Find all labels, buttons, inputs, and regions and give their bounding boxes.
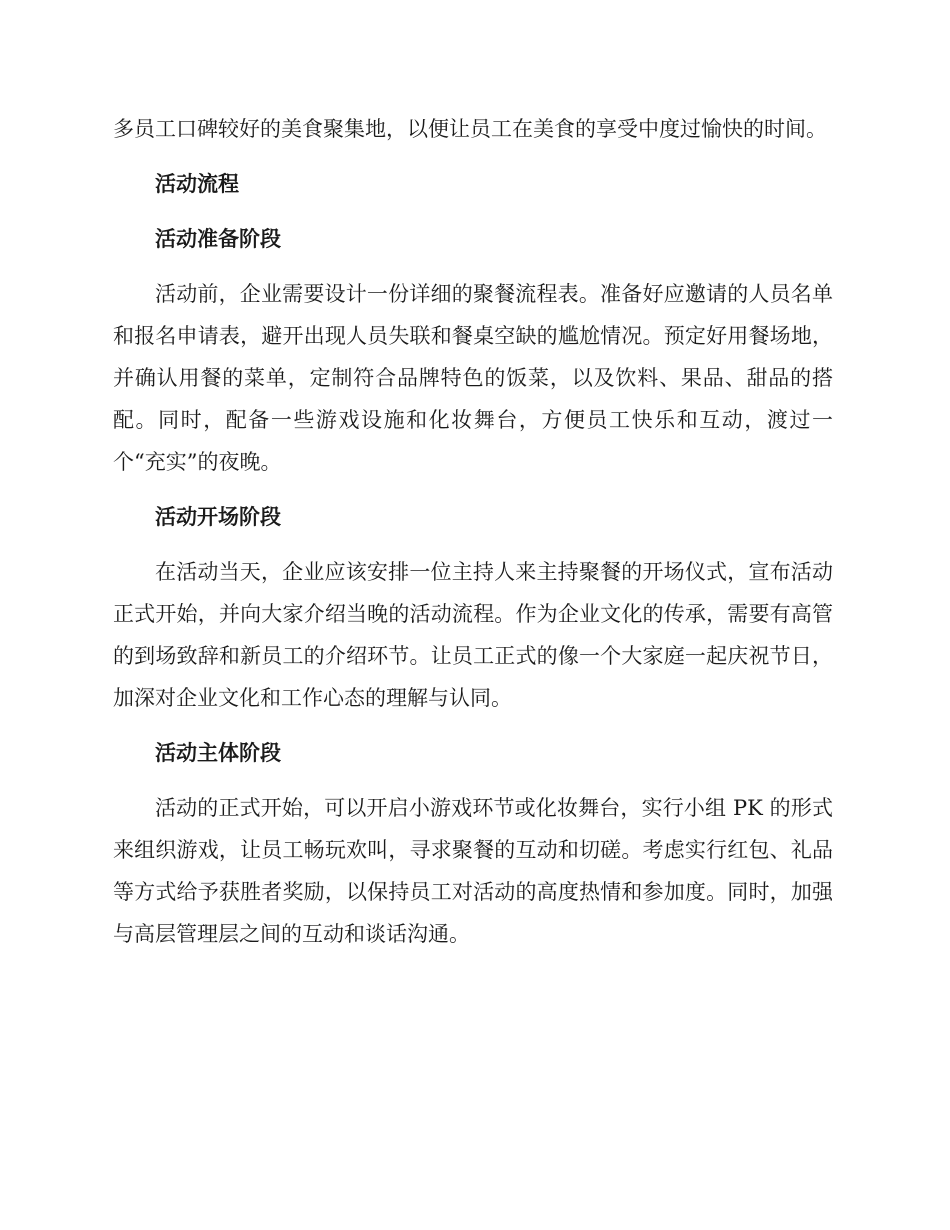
section-title: 活动流程 xyxy=(155,171,239,196)
stage-body-main: 活动的正式开始，可以开启小游戏环节或化妆舞台，实行小组 PK 的形式来组织游戏，让员工畅玩欢叫，寻求聚餐的互动和切磋。考虑实行红包、礼品等方式给予获胜者奖励，以保持员工对活动的高度热情和参加度。同时，加强与高层管理层之间的互动和谈话沟通。 xyxy=(113,796,833,946)
stage-body-preparation: 活动前，企业需要设计一份详细的聚餐流程表。准备好应邀请的人员名单和报名申请表，避开出现人员失联和餐桌空缺的尴尬情况。预定好用餐场地，并确认用餐的菜单，定制符合品牌特色的饭菜，以及饮料、果品、甜品的搭配。同时，配备一些游戏设施和化妆舞台，方便员工快乐和互动，渡过一个“充实”的夜晚。 xyxy=(113,282,833,474)
stage-heading-preparation: 活动准备阶段 xyxy=(155,226,281,251)
document-page xyxy=(113,108,833,955)
stage-heading-opening: 活动开场阶段 xyxy=(155,504,281,529)
stage-heading-main: 活动主体阶段 xyxy=(155,740,281,765)
intro-paragraph-tail: 多员工口碑较好的美食聚集地，以便让员工在美食的享受中度过愉快的时间。 xyxy=(113,117,827,141)
stage-body-opening: 在活动当天，企业应该安排一位主持人来主持聚餐的开场仪式，宣布活动正式开始，并向大家介绍当晚的活动流程。作为企业文化的传承，需要有高管的到场致辞和新员工的介绍环节。让员工正式的像一个大家庭一起庆祝节日，加深对企业文化和工作心态的理解与认同。 xyxy=(113,560,833,710)
